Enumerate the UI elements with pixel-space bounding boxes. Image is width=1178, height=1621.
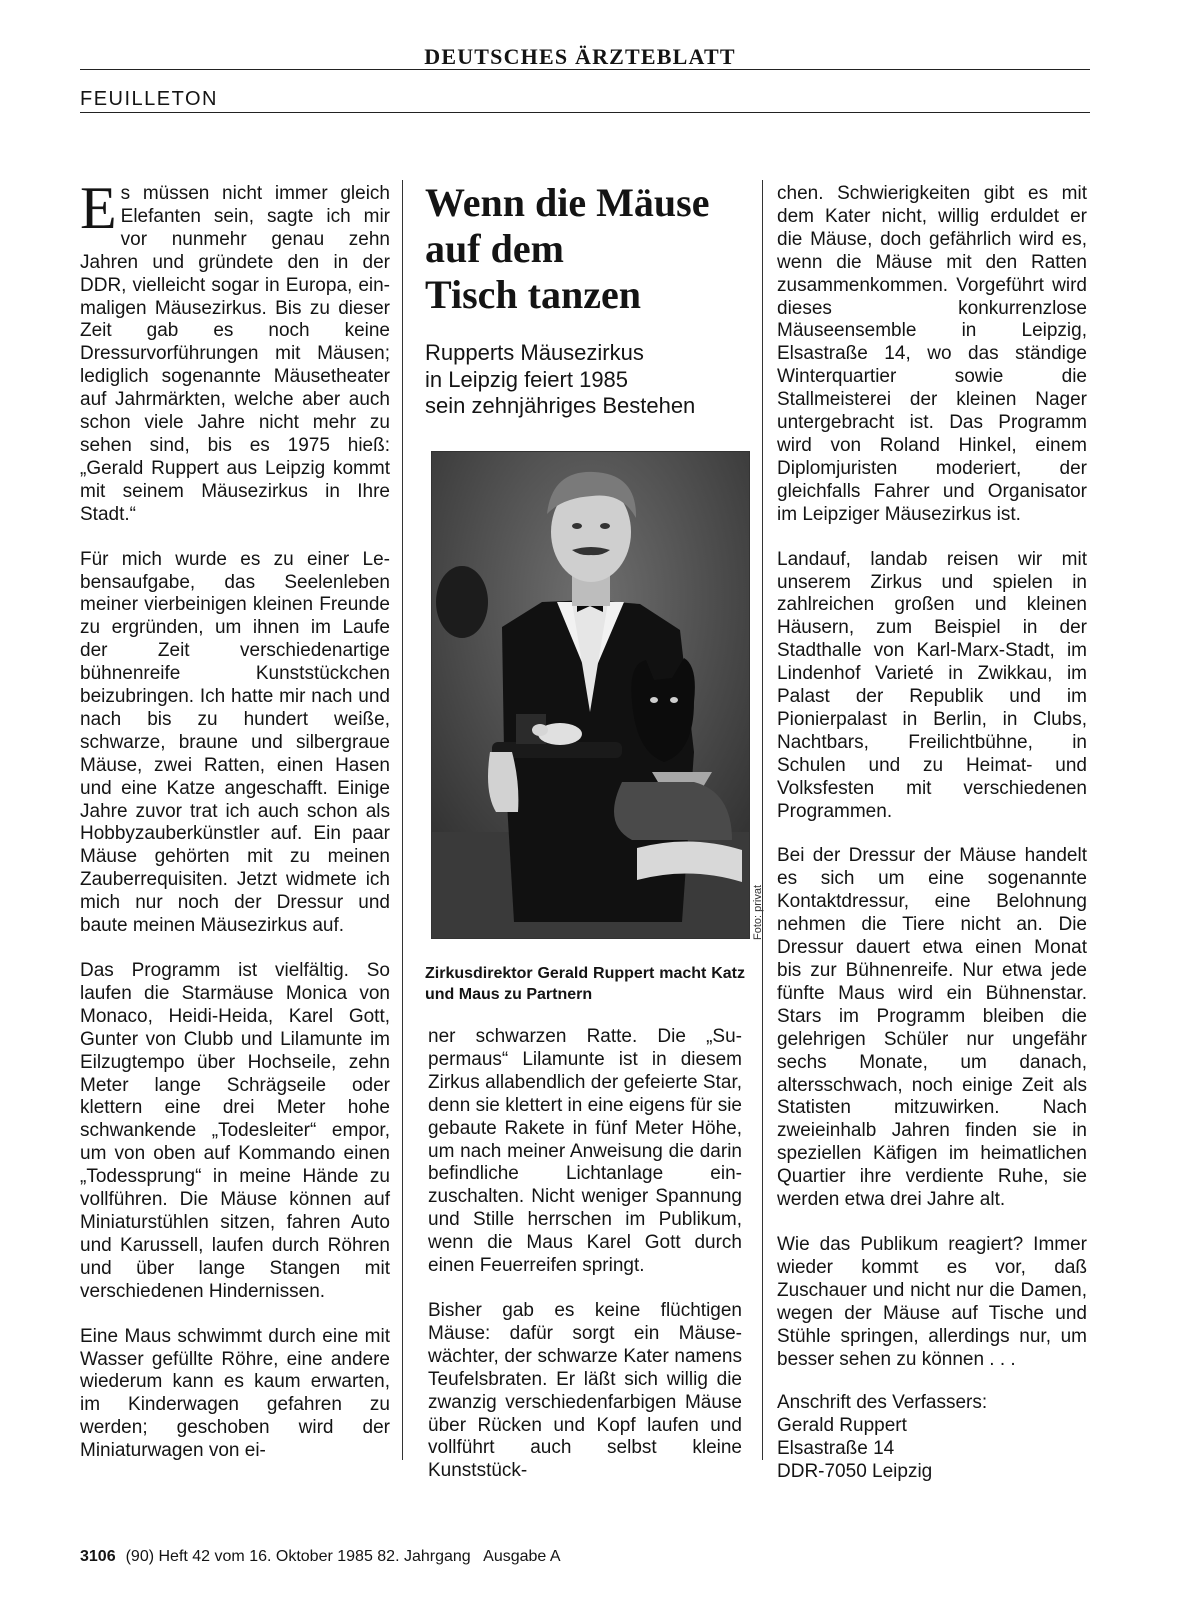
paragraph: chen. Schwierigkeiten gibt es mit dem Kater nicht, willig erduldet er die Mäuse, doch gefährlich wird es, wenn die Mäuse mit den Ratten zusammenkommen. Vorgeführt wird dieses konkurrenzlose Mäuseensemble in Leipzig, Elsastraße 14, wo das ständige Winterquartier sowie die Stallmeisterei der kleinen Nager untergebracht ist. Das Programm wird von Roland Hinkel, einem Diplomjuristen moderiert, der gleichfalls Fahrer und Organisator im Leipziger Mäusezirkus ist. <box>777 183 1087 525</box>
column-divider <box>402 180 403 1460</box>
paragraph: Eine Maus schwimmt durch eine mit Wasser gefüllte Röhre, eine andere wiederum kann es kaum erwarten, im Kinderwagen gefahren zu werden; geschoben wird der Miniaturwagen von ei- <box>80 1325 390 1462</box>
article-column-1 <box>80 175 390 1463</box>
section-label: FEUILLETON <box>80 88 218 110</box>
address-line: DDR-7050 Leipzig <box>777 1461 933 1483</box>
article-photo <box>431 451 750 939</box>
paragraph: Für mich wurde es zu einer Lebensaufgabe, das Seelenleben meiner vierbeinigen kleinen Freunde zu ergründen, um ihnen im Laufe der Zeit verschiedenartige bühnenreife Kunststückchen beizubringen. Ich hatte mir nach und nach bis zu hundert weiße, schwarze, braune und silbergraue Mäuse, zwei Ratten, einen Hasen und eine Katze angeschafft. Einige Jahre zuvor trat ich auch schon als Hobbyzauberkünstler auf. Ein paar Mäuse gehörten mit zu meinen Zauberrequisiten. Jetzt widmete ich mich nur noch der Dressur und baute meinen Mäusezirkus auf. <box>80 548 390 937</box>
article-column-3 <box>777 183 1087 1483</box>
paragraph: Bei der Dressur der Mäuse handelt es sich um eine sogenannte Kontaktdressur, eine Belohnung nehmen die Tiere nicht an. Die Dressur dauert etwa einen Monat bis zur Bühnenreife. Nur etwa jede fünfte Maus wird ein Bühnenstar. Stars im Programm bleiben die gelehrigen Schüler nur ungefähr sechs Monate, um danach, altersschwach, noch einige Zeit als Statisten mitzuwirken. Nach zweieinhalb Jahren finden sie in speziellen Käfigen im heimatlichen Quartier ihre verdiente Ruhe, sie werden etwa drei Jahre alt. <box>777 845 1087 1211</box>
paragraph: ner schwarzen Ratte. Die „Supermaus“ Lilamunte ist in diesem Zirkus allabendlich der gefeierte Star, denn sie klettert in eine eigens für sie gebaute Rakete in fünf Meter Höhe, um nach meiner Anweisung die darin befindliche Lichtanlage einzuschalten. Nicht weniger Spannung und Stille herrschen im Publikum, wenn die Maus Karel Gott durch einen Feuerreifen springt. <box>428 1026 742 1277</box>
photo-caption <box>425 963 745 1005</box>
paragraph: Landauf, landab reisen wir mit unserem Zirkus und spielen in zahlreichen großen und kleinen Häusern, zum Beispiel in der Stadthalle von Karl-Marx-Stadt, im Lindenhof Varieté in Zwikkau, im Palast der Republik und im Pionierpalast in Berlin, in Clubs, Nachtbars, Freilichtbühne, in Schulen und zu Heimat- und Volksfesten mit verschiedenen Programmen. <box>777 548 1087 822</box>
author-address <box>777 1391 1087 1483</box>
column-divider <box>762 180 763 1460</box>
article-column-2 <box>428 1026 742 1483</box>
headline-line: Wenn die Mäuse <box>425 180 710 225</box>
address-line: Elsastraße 14 <box>777 1438 895 1460</box>
headline-line: auf dem <box>425 226 564 271</box>
paragraph-text: s müssen nicht immer gleich Elefanten sein, sagte ich mir vor nunmehr genau zehn Jahren und gründete den in der DDR, vielleicht sogar in Europa, einmaligen Mäusezirkus. Bis zu dieser Zeit gab es noch keine Dressurvorführungen mit Mäusen; lediglich sogenannte Mäusetheater auf Jahrmärkten, welche aber auch schon viele Jahre nicht mehr zu sehen sind, bis es 1975 hieß: „Gerald Ruppert aus Leipzig kommt mit seinem Mäusezirkus in Ihre Stadt.“ <box>80 183 390 525</box>
subheadline-line: Rupperts Mäusezirkus <box>425 340 644 365</box>
subheadline <box>425 340 755 420</box>
subheadline-line: sein zehnjähriges Bestehen <box>425 393 696 418</box>
paragraph: Das Programm ist vielfältig. So laufen die Starmäuse Monica von Monaco, Heidi-Heida, Karel Gott, Gunter von Clubb und Lilamunte im Eilzugtempo über Hochseile, zehn Meter lange Schrägseile oder klettern eine drei Meter hohe schwankende „Todesleiter“ empor, um von oben auf Kommando einen „Todessprung“ in meine Hände zu vollführen. Die Mäuse können auf Miniaturstühlen sitzen, fahren Auto und Karussell, laufen durch Röhren und über lange Stangen mit verschiedenen Hindernissen. <box>80 960 390 1302</box>
section-rule <box>80 112 1090 113</box>
paragraph: Wie das Publikum reagiert? Immer wieder kommt es vor, daß Zuschauer und nicht nur die Damen, wegen der Mäuse auf Tische und Stühle springen, allerdings nur, um besser sehen zu können . . . <box>777 1233 1087 1370</box>
photo-illustration <box>432 452 749 938</box>
paragraph: Bisher gab es keine flüchtigen Mäuse: dafür sorgt ein Mäusewächter, der schwarze Kater namens Teufelsbraten. Er läßt sich willig die zwanzig verschiedenfarbigen Mäuse über Rücken und Kopf laufen und vollführt auch selbst kleine Kunststück- <box>428 1299 742 1482</box>
headline <box>425 180 745 318</box>
page-footer <box>80 1548 561 1566</box>
masthead: DEUTSCHES ÄRZTEBLATT <box>424 44 736 69</box>
address-line: Gerald Ruppert <box>777 1415 907 1437</box>
page-number: 3106 <box>80 1548 116 1565</box>
photo-credit: Foto: privat <box>752 884 764 940</box>
drop-cap: E <box>80 175 117 241</box>
headline-line: Tisch tanzen <box>425 272 641 317</box>
caption-text: Zirkusdirektor Gerald Ruppert macht Katz und Maus zu Partnern <box>425 965 745 1003</box>
issue-info: (90) Heft 42 vom 16. Oktober 1985 82. Jahrgang Ausgabe A <box>125 1548 561 1565</box>
paragraph <box>80 175 390 527</box>
masthead-rule <box>80 69 1090 70</box>
address-line: Anschrift des Verfassers: <box>777 1392 988 1414</box>
subheadline-line: in Leipzig feiert 1985 <box>425 366 629 392</box>
